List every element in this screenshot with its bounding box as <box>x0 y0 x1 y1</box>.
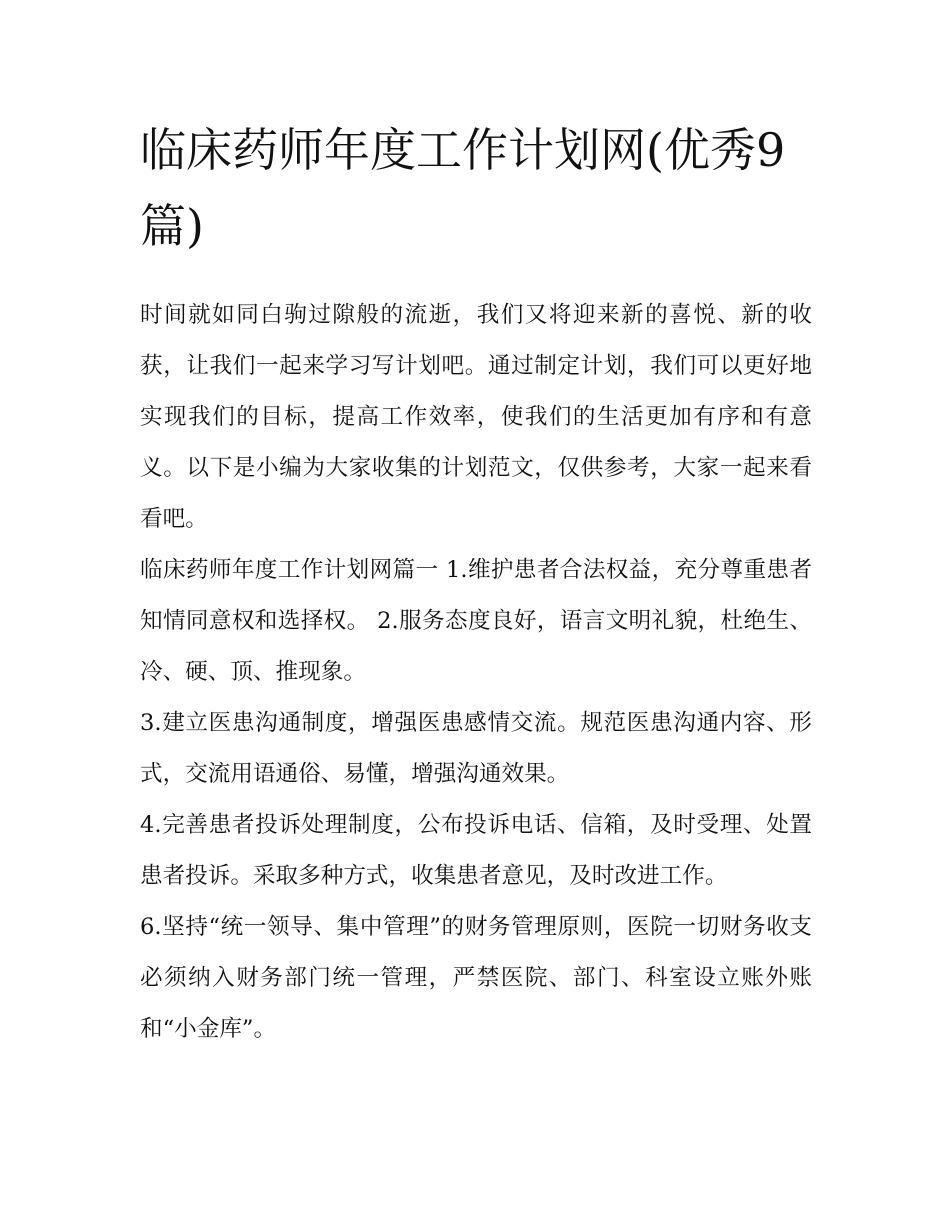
document-body <box>140 112 812 1055</box>
paragraph-intro: 时间就如同白驹过隙般的流逝，我们又将迎来新的喜悦、新的收获，让我们一起来学习写计划吧。通过制定计划，我们可以更好地实现我们的目标，提高工作效率，使我们的生活更加有序和有意义。以下是小编为大家收集的计划范文，仅供参考，大家一起来看看吧。 <box>140 302 812 532</box>
paragraph-item-4: 4.完善患者投诉处理制度，公布投诉电话、信箱，及时受理、处置患者投诉。采取多种方式，收集患者意见，及时改进工作。 <box>140 812 812 889</box>
paragraph-item-3: 3.建立医患沟通制度，增强医患感情交流。规范医患沟通内容、形式，交流用语通俗、易懂，增强沟通效果。 <box>140 710 812 787</box>
paragraph-item-6: 6.坚持“统一领导、集中管理”的财务管理原则，医院一切财务收支必须纳入财务部门统一管理，严禁医院、部门、科室设立账外账和“小金库”。 <box>140 914 812 1042</box>
document-title: 临床药师年度工作计划网(优秀9篇) <box>140 123 786 253</box>
paragraph-item-1-2: 临床药师年度工作计划网篇一 1.维护患者合法权益，充分尊重患者知情同意权和选择权。 2.服务态度良好，语言文明礼貌，杜绝生、冷、硬、顶、推现象。 <box>140 557 812 685</box>
